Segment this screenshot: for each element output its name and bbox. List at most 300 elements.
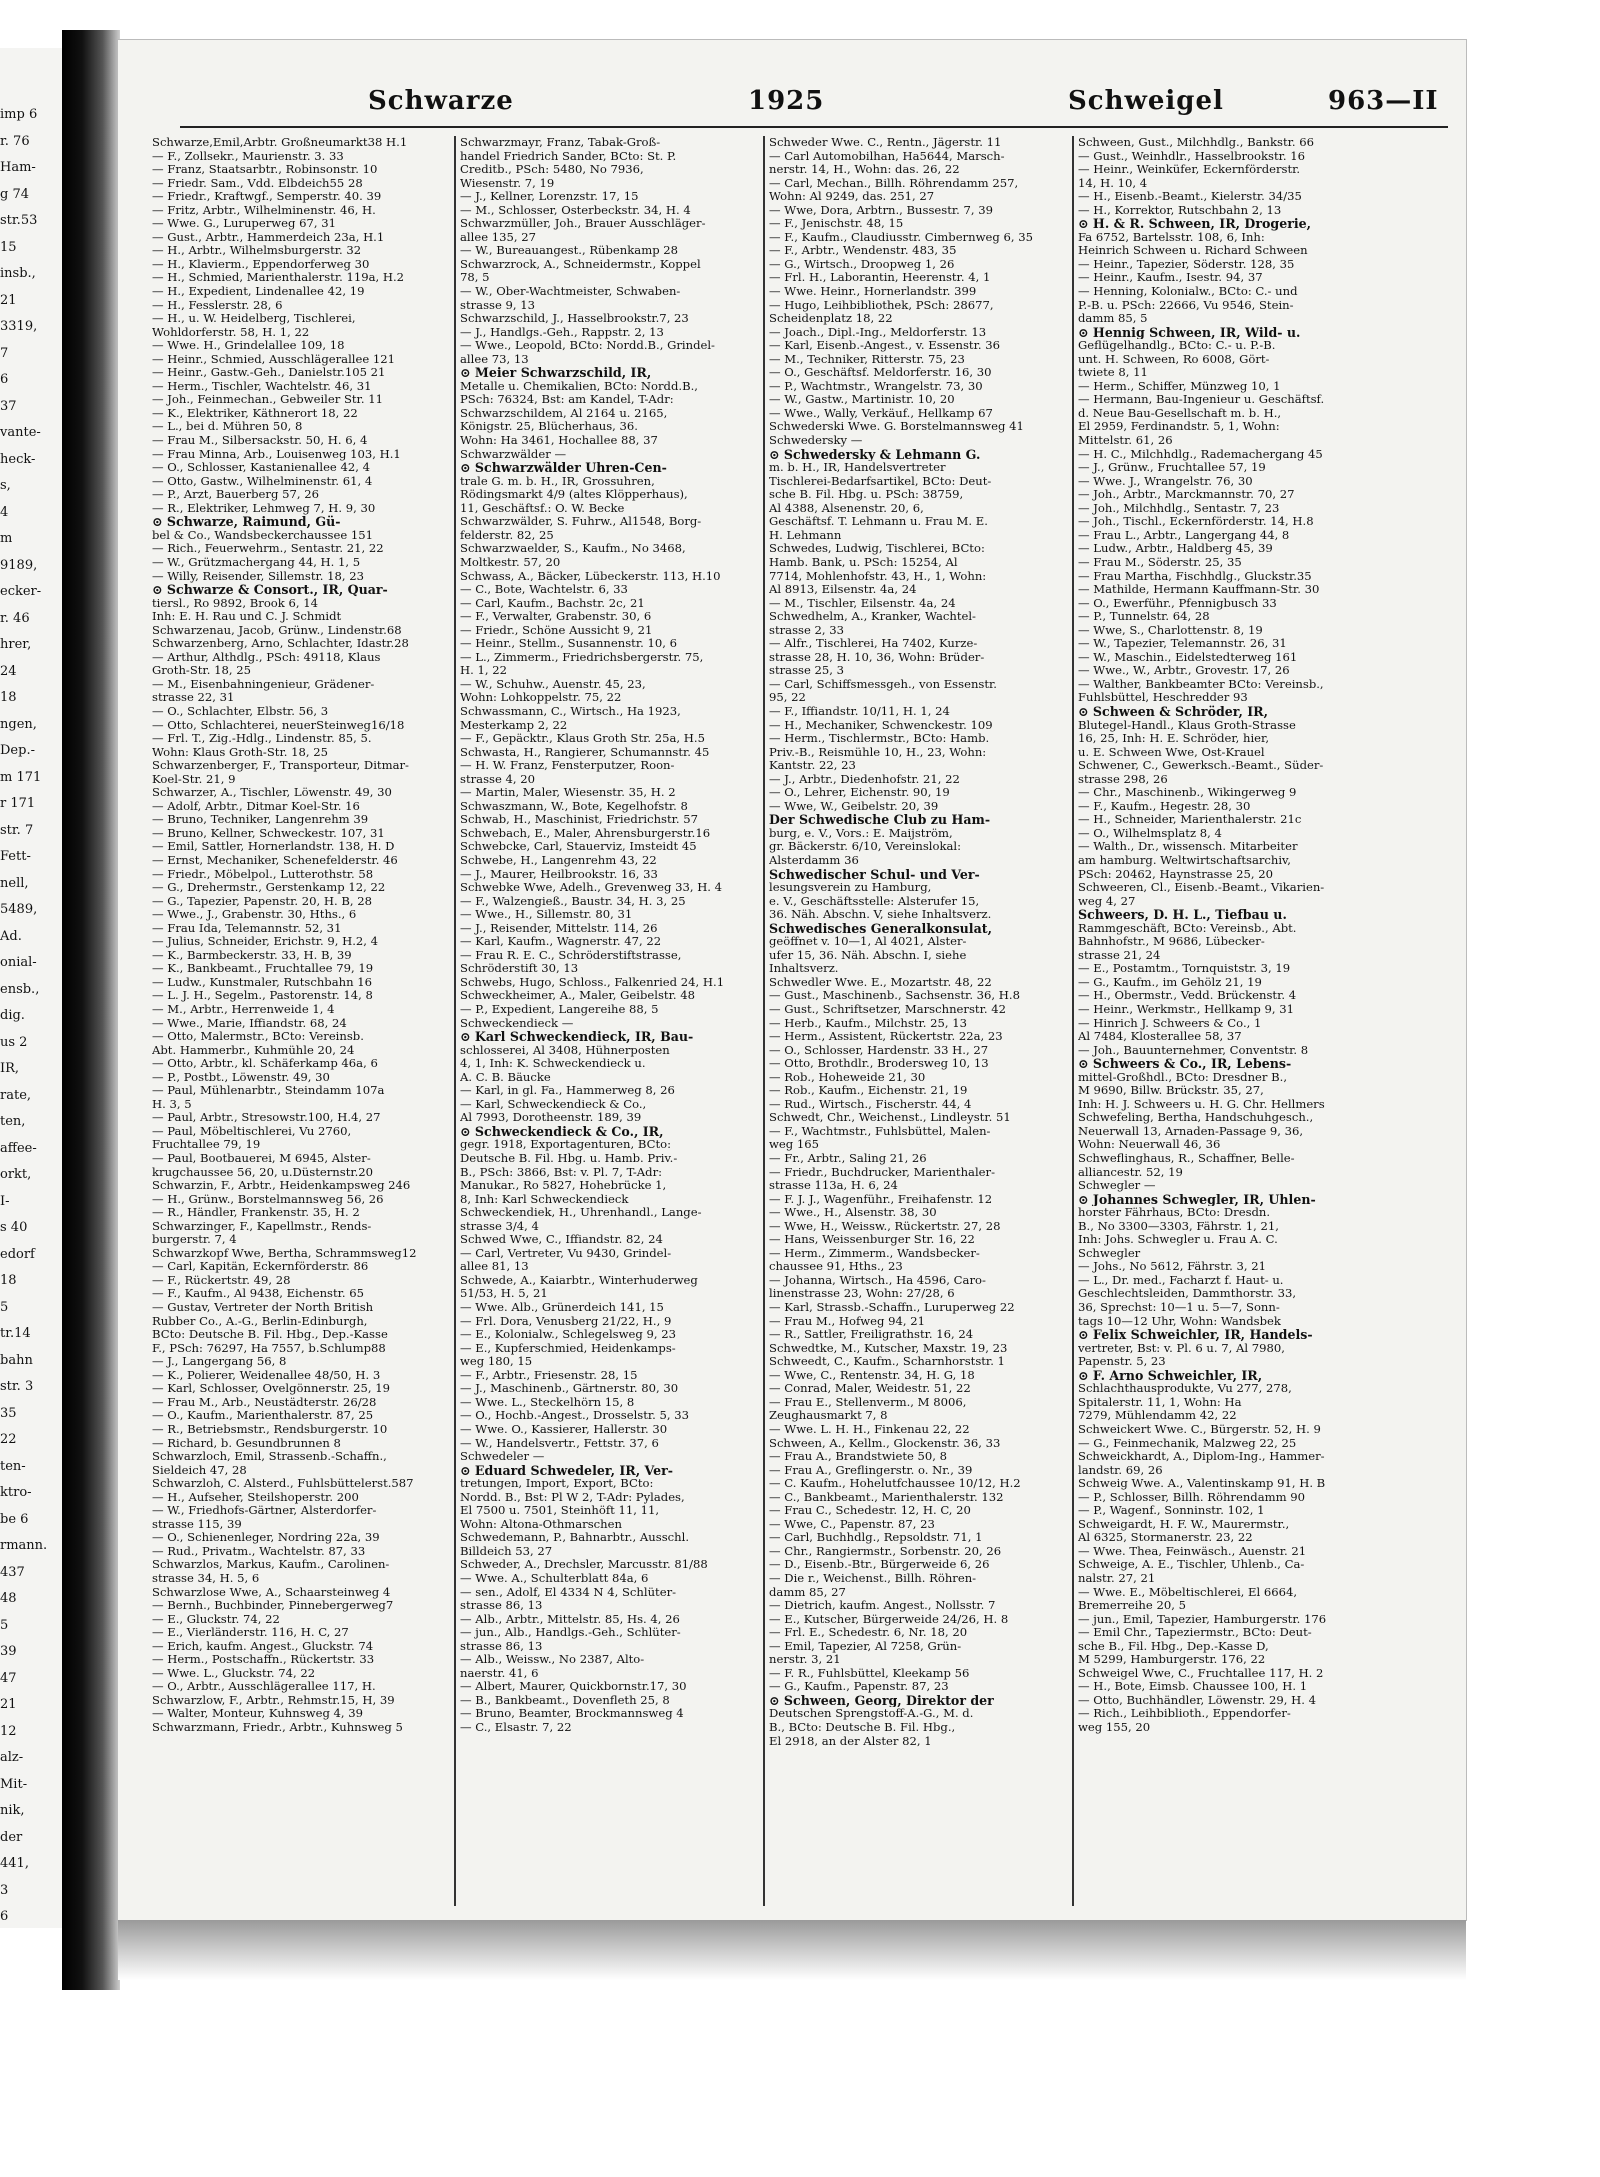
- directory-entry: — Rud., Privatm., Wachtelstr. 87, 33: [152, 1544, 366, 1558]
- header-rule: [180, 126, 1448, 128]
- directory-entry: — M., Schlosser, Osterbeckstr. 34, H. 4: [460, 203, 691, 217]
- directory-entry: Schweeren, Cl., Eisenb.-Beamt., Vikarien-: [1078, 881, 1325, 895]
- directory-entry: — Carl, Schiffsmessgeh., von Essenstr.: [769, 677, 997, 691]
- directory-entry: El 2959, Ferdinandstr. 5, 1, Wohn:: [1078, 420, 1280, 434]
- directory-entry: — Wwe., Marie, Iffiandstr. 68, 24: [152, 1016, 347, 1030]
- directory-entry: — Alfr., Tischlerei, Ha 7402, Kurze-: [769, 637, 978, 651]
- previous-page-fragment: 9189,: [0, 557, 38, 573]
- directory-entry: B., BCto: Deutsche B. Fil. Hbg.,: [769, 1720, 956, 1734]
- directory-entry: — H., Arbtr., Wilhelmsburgerstr. 32: [152, 244, 362, 258]
- directory-entry: Schwass, A., Bäcker, Lübeckerstr. 113, H.10: [460, 569, 721, 583]
- directory-entry: strasse 9, 13: [460, 298, 536, 312]
- directory-entry: — Otto, Buchhändler, Löwenstr. 29, H. 4: [1078, 1693, 1317, 1707]
- directory-entry: mittel-Großhdl., BCto: Dresdner B.,: [1078, 1070, 1288, 1084]
- directory-entry: — F. R., Fuhlsbüttel, Kleekamp 56: [769, 1666, 970, 1680]
- directory-entry: Mittelstr. 61, 26: [1078, 434, 1173, 448]
- directory-entry: Schwarzenberg, Arno, Schlachter, Idastr.28: [152, 637, 409, 651]
- previous-page-fragment: hrer,: [0, 637, 32, 652]
- directory-entry: — Friedr., Buchdrucker, Marienthaler-: [769, 1165, 996, 1179]
- directory-entry: — Otto, Brothdlr., Brodersweg 10, 13: [769, 1057, 989, 1071]
- directory-entry: — H., u. W. Heidelberg, Tischlerei,: [152, 312, 356, 326]
- directory-entry: — Frau E., Stellenverm., M 8006,: [769, 1395, 967, 1409]
- directory-entry: — Emil Chr., Tapeziermstr., BCto: Deut-: [1078, 1626, 1312, 1640]
- previous-page-fragment: ngen,: [0, 716, 37, 732]
- directory-entry: — Wwe. Alb., Grünerdeich 141, 15: [460, 1301, 664, 1315]
- directory-entry: Abt. Hammerbr., Kuhmühle 20, 24: [152, 1043, 355, 1057]
- directory-entry: Schwarzwälder, S. Fuhrw., Al1548, Borg-: [460, 515, 702, 529]
- directory-entry: B., PSch: 3866, Bst: v. Pl. 7, T-Adr:: [460, 1165, 663, 1179]
- directory-entry: — O., Schlosser, Hardenstr. 33 H., 27: [769, 1043, 989, 1057]
- directory-entry: — F., Kaufm., Al 9438, Eichenstr. 65: [152, 1287, 365, 1301]
- directory-entry: Königstr. 25, Blücherhaus, 36.: [460, 420, 638, 434]
- directory-entry: lesungsverein zu Hamburg,: [769, 881, 932, 895]
- previous-page-fragment: vante-: [0, 425, 41, 440]
- previous-page-fragment: str. 7: [0, 822, 34, 838]
- directory-entry: Rammgeschäft, BCto: Vereinsb., Abt.: [1078, 921, 1297, 935]
- directory-entry: — Karl, Strassb.-Schaffn., Luruperweg 22: [769, 1301, 1015, 1315]
- directory-entry: Schwarzinger, F., Kapellmstr., Rends-: [152, 1219, 372, 1233]
- directory-entry: — Chr., Rangiermstr., Sorbenstr. 20, 26: [769, 1544, 1002, 1558]
- directory-entry: Schweedt, C., Kaufm., Scharnhorststr. 1: [769, 1355, 1005, 1369]
- directory-entry: am hamburg. Weltwirtschaftsarchiv,: [1078, 853, 1291, 867]
- directory-entry: — F., Arbtr., Wendenstr. 483, 35: [769, 244, 957, 258]
- directory-entry: — Albert, Maurer, Quickbornstr.17, 30: [460, 1680, 687, 1694]
- previous-page-fragment: str.53: [0, 213, 38, 228]
- directory-entry: 36, Sprechst: 10—1 u. 5—7, Sonn-: [1078, 1301, 1280, 1315]
- directory-entry: — Karl, Schlosser, Ovelgönnerstr. 25, 19: [152, 1382, 390, 1396]
- directory-entry: Deutsche B. Fil. Hbg. u. Hamb. Priv.-: [460, 1152, 678, 1166]
- page-header: [188, 86, 1439, 116]
- previous-page-fragment: str. 3: [0, 1379, 34, 1394]
- directory-entry: — Herm., Assistent, Rückertstr. 22a, 23: [769, 1030, 1003, 1044]
- directory-entry: — Herm., Postschaffn., Rückertstr. 33: [152, 1653, 375, 1667]
- directory-entry: — Herm., Tischlermstr., BCto: Hamb.: [769, 732, 990, 746]
- directory-entry: Rödingsmarkt 4/9 (altes Klöpperhaus),: [460, 488, 688, 502]
- directory-entry: — Carl, Mechan., Billh. Röhrendamm 257,: [769, 176, 1019, 190]
- directory-entry: — Heinr., Kaufm., Isestr. 94, 37: [1078, 271, 1263, 285]
- directory-entry: — Gust., Weinhdlr., Hasselbrookstr. 16: [1078, 149, 1306, 163]
- directory-entry: — K., Barmbeckerstr. 33, H. B, 39: [152, 948, 352, 962]
- previous-page-fragment: s,: [0, 478, 11, 493]
- directory-entry: — R., Betriebsmstr., Rendsburgerstr. 10: [152, 1422, 388, 1436]
- directory-entry: Groth-Str. 18, 25: [152, 664, 251, 678]
- directory-entry: — Frau Ida, Telemannstr. 52, 31: [152, 921, 342, 935]
- directory-entry: allee 73, 13: [460, 352, 529, 366]
- directory-entry: 14, H. 10, 4: [1078, 176, 1148, 190]
- previous-page-fragment: be 6: [0, 1511, 29, 1527]
- directory-entry: strasse 86, 13: [460, 1639, 543, 1653]
- directory-entry: — P., Wagenf., Sonninstr. 102, 1: [1078, 1504, 1265, 1518]
- directory-entry: nalstr. 27, 21: [1078, 1571, 1156, 1585]
- previous-page-fragment: 5489,: [0, 902, 38, 917]
- directory-entry-highlight: ⊙ Felix Schweichler, IR, Handels-: [1078, 1328, 1313, 1342]
- directory-entry: — Adolf, Arbtr., Ditmar Koel-Str. 16: [152, 799, 360, 813]
- directory-entry: — Die r., Weichenst., Billh. Röhren-: [769, 1571, 977, 1585]
- directory-entry: Schwebke Wwe, Adelh., Grevenweg 33, H. 4: [460, 881, 723, 895]
- directory-entry-highlight: Der Schwedische Club zu Ham-: [769, 813, 991, 827]
- directory-entry: — F., Iffiandstr. 10/11, H. 1, 24: [769, 704, 950, 718]
- directory-entry: Schwarzwaelder, S., Kaufm., No 3468,: [460, 542, 686, 556]
- directory-entry: Sieldeich 47, 28: [152, 1463, 247, 1477]
- previous-page-fragment: m 171: [0, 769, 42, 785]
- directory-entry: Fuhlsbüttel, Heschredder 93: [1078, 691, 1248, 705]
- directory-entry: PSch: 76324, Bst: am Kandel, T-Adr:: [460, 393, 674, 407]
- directory-entry: bel & Co., Wandsbeckerchaussee 151: [152, 528, 374, 542]
- directory-entry: strasse 22, 31: [152, 691, 235, 705]
- directory-entry: — J., Arbtr., Diedenhofstr. 21, 22: [769, 772, 960, 786]
- directory-entry: — Heinr., Weinküfer, Eckernförderstr.: [1078, 163, 1301, 177]
- directory-entry: 51/53, H. 5, 21: [460, 1287, 548, 1301]
- previous-page-fragment: 18: [0, 690, 17, 705]
- directory-entry: — H., Expedient, Lindenallee 42, 19: [152, 285, 365, 299]
- directory-entry: Schwab, H., Maschinist, Friedrichstr. 57: [460, 813, 699, 827]
- directory-entry: — jun., Alb., Handlgs.-Geh., Schlüter-: [460, 1626, 681, 1640]
- directory-entry: weg 155, 20: [1078, 1720, 1151, 1734]
- directory-entry: Schwarzenberger, F., Transporteur, Ditmar-: [152, 759, 409, 773]
- directory-entry: gegr. 1918, Exportagenturen, BCto:: [460, 1138, 672, 1152]
- directory-entry: — C., Bankbeamt., Marienthalerstr. 132: [769, 1490, 1004, 1504]
- directory-entry: — Alb., Arbtr., Mittelstr. 85, Hs. 4, 26: [460, 1612, 680, 1626]
- previous-page-fragment: bahn: [0, 1352, 33, 1368]
- directory-entry: Fruchtallee 79, 19: [152, 1138, 261, 1152]
- directory-entry: — Wwe., H., Sillemstr. 80, 31: [460, 908, 633, 922]
- directory-entry: — Wwe, S., Charlottenstr. 8, 19: [1078, 623, 1263, 637]
- directory-entry: — Conrad, Maler, Weidestr. 51, 22: [769, 1382, 971, 1396]
- directory-entry: weg 4, 27: [1078, 894, 1136, 908]
- directory-entry: Schweigardt, H. F. W., Maurermstr.,: [1078, 1517, 1290, 1531]
- directory-entry: — Otto, Gastw., Wilhelminenstr. 61, 4: [152, 474, 373, 488]
- directory-entry: — W., Bureauangest., Rübenkamp 28: [460, 244, 679, 258]
- directory-entry: — Wwe. E., Möbeltischlerei, El 6664,: [1078, 1585, 1298, 1599]
- directory-entry: — Herm., Zimmerm., Wandsbecker-: [769, 1246, 980, 1260]
- directory-entry: — Friedr., Schöne Aussicht 9, 21: [460, 623, 653, 637]
- directory-entry: — M., Tischler, Eilsenstr. 4a, 24: [769, 596, 956, 610]
- directory-entry: nerstr. 14, H., Wohn: das. 26, 22: [769, 163, 960, 177]
- previous-page-fragment: r. 76: [0, 133, 30, 149]
- directory-entry-highlight: ⊙ Schweckendieck & Co., IR,: [460, 1124, 664, 1139]
- directory-entry: Metalle u. Chemikalien, BCto: Nordd.B.,: [460, 379, 698, 393]
- page-number: 963—II: [1328, 86, 1439, 116]
- directory-entry: — P., Wachtmstr., Wrangelstr. 73, 30: [769, 379, 983, 393]
- directory-entry: — K., Elektriker, Käthnerort 18, 22: [152, 406, 358, 420]
- directory-entry: — Rob., Kaufm., Eichenstr. 21, 19: [769, 1084, 968, 1098]
- previous-page-fragment: 35: [0, 1405, 17, 1421]
- directory-entry: — C., Bote, Wachtelstr. 6, 33: [460, 583, 628, 597]
- directory-entry: — Karl, in gl. Fa., Hammerweg 8, 26: [460, 1084, 675, 1098]
- directory-entry: — L., Dr. med., Facharzt f. Haut- u.: [1078, 1273, 1284, 1287]
- directory-entry: — O., Wilhelmsplatz 8, 4: [1078, 826, 1222, 840]
- directory-entry: — Johanna, Wirtsch., Ha 4596, Caro-: [769, 1273, 986, 1287]
- directory-entry: — Dietrich, kaufm. Angest., Nollsstr. 7: [769, 1599, 996, 1613]
- directory-entry: — H. C., Milchhdlg., Rademachergang 45: [1078, 447, 1323, 461]
- directory-entry: Wohn: Ha 3461, Hochallee 88, 37: [460, 434, 658, 448]
- directory-entry: — F., Verwalter, Grabenstr. 30, 6: [460, 610, 652, 624]
- previous-page-fragment: Mit-: [0, 1776, 28, 1792]
- directory-entry: — Herm., Schiffer, Münzweg 10, 1: [1078, 379, 1281, 393]
- directory-entry: — M., Eisenbahningenieur, Grädener-: [152, 677, 375, 691]
- previous-page-fragment: edorf: [0, 1246, 35, 1262]
- directory-entry: — W., Grützmachergang 44, H. 1, 5: [152, 555, 361, 569]
- directory-entry: 11, Geschäftsf.: O. W. Becke: [460, 501, 625, 515]
- directory-entry: Schwedes, Ludwig, Tischlerei, BCto:: [769, 542, 985, 556]
- directory-entry: Schwassmann, C., Wirtsch., Ha 1923,: [460, 704, 681, 718]
- directory-entry: — Otto, Arbtr., kl. Schäferkamp 46a, 6: [152, 1057, 378, 1071]
- directory-entry: Bremerreihe 20, 5: [1078, 1599, 1186, 1613]
- previous-page-fragment: r 171: [0, 796, 36, 811]
- directory-entry: — Wwe, H., Weissw., Rückertstr. 27, 28: [769, 1219, 1001, 1233]
- directory-entry: — Paul, Mühlenarbtr., Steindamm 107a: [152, 1084, 385, 1098]
- directory-entry: Schweig Wwe. A., Valentinskamp 91, H. B: [1078, 1477, 1326, 1491]
- directory-entry: burgerstr. 7, 4: [152, 1233, 237, 1247]
- directory-entry: — F., Walzengieß., Baustr. 34, H. 3, 25: [460, 894, 686, 908]
- directory-entry: Schwedtke, M., Kutscher, Maxstr. 19, 23: [769, 1341, 1008, 1355]
- directory-entry: — O., Kaufm., Marienthalerstr. 87, 25: [152, 1409, 374, 1423]
- directory-entry: — Karl, Schweckendieck & Co.,: [460, 1097, 647, 1111]
- directory-entry: — Frau A., Brandstwiete 50, 8: [769, 1450, 948, 1464]
- directory-entry: El 2918, an der Alster 82, 1: [769, 1734, 932, 1748]
- directory-entry: — F. J. J., Wagenführ., Freihafenstr. 12: [769, 1192, 993, 1206]
- directory-entry: — Rich., Leihbiblioth., Eppendorfer-: [1078, 1707, 1291, 1721]
- directory-entry: — Henning, Kolonialw., BCto: C.- und: [1078, 285, 1298, 299]
- previous-page-fragment: 18: [0, 1273, 17, 1288]
- column-4: [1078, 136, 1375, 1906]
- directory-entry: strasse 4, 20: [460, 772, 536, 786]
- directory-entry: — Wwe. H., Grindelallee 109, 18: [152, 339, 345, 353]
- directory-entry: m. b. H., IR, Handelsvertreter: [769, 461, 946, 475]
- directory-entry: — H., Korrektor, Rutschbahn 2, 13: [1078, 203, 1282, 217]
- book-gutter-shadow: [62, 30, 120, 1990]
- directory-entry: — Willy, Reisender, Sillemstr. 18, 23: [152, 569, 365, 583]
- directory-entry: Schweickhardt, A., Diplom-Ing., Hammer-: [1078, 1450, 1325, 1464]
- directory-entry: M 5299, Hamburgerstr. 176, 22: [1078, 1653, 1266, 1667]
- previous-page-fragment: 3: [0, 1882, 9, 1898]
- previous-page-fragment: 12: [0, 1723, 17, 1739]
- directory-entry: — Gust., Arbtr., Hammerdeich 23a, H.1: [152, 230, 385, 244]
- directory-entry: — Julius, Schneider, Erichstr. 9, H.2, 4: [152, 935, 379, 949]
- directory-entry: tretungen, Import, Export, BCto:: [460, 1477, 654, 1491]
- previous-page-fragment: 37: [0, 398, 17, 414]
- previous-page-fragment: nik,: [0, 1803, 25, 1818]
- directory-entry: — jun., Emil, Tapezier, Hamburgerstr. 176: [1078, 1612, 1327, 1626]
- directory-entry: — Joh., Tischl., Eckernförderstr. 14, H.8: [1078, 515, 1314, 529]
- directory-entry: horster Fährhaus, BCto: Dresdn.: [1078, 1206, 1271, 1220]
- directory-entry: F., PSch: 76297, Ha 7557, b.Schlump88: [152, 1341, 386, 1355]
- directory-entry: — Frau M., Arb., Neustädterstr. 26/28: [152, 1395, 377, 1409]
- directory-entry: Wiesenstr. 7, 19: [460, 176, 555, 190]
- directory-entry-highlight: Schwedisches Generalkonsulat,: [769, 921, 992, 936]
- directory-entry-highlight: ⊙ Johannes Schwegler, IR, Uhlen-: [1078, 1192, 1316, 1207]
- directory-entry: Schwegler: [1078, 1246, 1141, 1260]
- directory-entry: — Wwe., Wally, Verkäuf., Hellkamp 67: [769, 406, 993, 420]
- directory-entry: — Wwe. L., Gluckstr. 74, 22: [152, 1666, 316, 1680]
- directory-entry: — G., Drehermstr., Gerstenkamp 12, 22: [152, 881, 386, 895]
- directory-entry: Inh: Johs. Schwegler u. Frau A. C.: [1078, 1233, 1278, 1247]
- directory-entry: Moltkestr. 57, 20: [460, 555, 561, 569]
- directory-entry: — E., Kolonialw., Schlegelsweg 9, 23: [460, 1328, 677, 1342]
- directory-entry: B., No 3300—3303, Fährstr. 1, 21,: [1078, 1219, 1279, 1233]
- directory-entry: Fa 6752, Bartelsstr. 108, 6, Inh:: [1078, 230, 1265, 244]
- directory-entry: — O., Schlachter, Elbstr. 56, 3: [152, 704, 329, 718]
- directory-entry: — M., Techniker, Ritterstr. 75, 23: [769, 352, 965, 366]
- previous-page-fragment: 6: [0, 1909, 9, 1924]
- directory-entry: — Otto, Schlachterei, neuerSteinweg16/18: [152, 718, 405, 732]
- directory-entry: — C. Kaufm., Hohelutfchaussee 10/12, H.2: [769, 1477, 1021, 1491]
- directory-entry: Geschäftsf. T. Lehmann u. Frau M. E.: [769, 515, 988, 529]
- previous-page-fragment: r. 46: [0, 610, 30, 626]
- directory-entry: — Friedr. Sam., Vdd. Elbdeich55 28: [152, 176, 363, 190]
- previous-page-fragment: insb.,: [0, 266, 36, 281]
- directory-entry: — Ludw., Kunstmaler, Rutschbahn 16: [152, 975, 373, 989]
- directory-entry: — Paul, Bootbauerei, M 6945, Alster-: [152, 1152, 371, 1166]
- directory-entry: Deutschen Sprengstoff-A.-G., M. d.: [769, 1707, 974, 1721]
- directory-entry: — Frau R. E. C., Schröderstiftstrasse,: [460, 948, 682, 962]
- directory-entry: strasse 115, 39: [152, 1517, 242, 1531]
- directory-entry: Schwarzloch, Emil, Strassenb.-Schaffn.,: [152, 1450, 387, 1464]
- directory-entry: Schweckendieck —: [460, 1016, 574, 1030]
- directory-entry: — Wwe., W., Arbtr., Grovestr. 17, 26: [1078, 664, 1290, 678]
- directory-entry: Wohn: Klaus Groth-Str. 18, 25: [152, 745, 328, 759]
- directory-entry: Schwaszmann, W., Bote, Kegelhofstr. 8: [460, 799, 688, 813]
- directory-entry: — L., bei d. Mühren 50, 8: [152, 420, 303, 434]
- directory-entry: tiersl., Ro 9892, Brook 6, 14: [152, 596, 318, 610]
- directory-entry: Zeughausmarkt 7, 8: [769, 1409, 888, 1423]
- directory-entry: — Herb., Kaufm., Milchstr. 25, 13: [769, 1016, 968, 1030]
- directory-entry: — H., Mechaniker, Schwenckestr. 109: [769, 718, 993, 732]
- directory-entry: geöffnet v. 10—1, Al 4021, Alster-: [769, 935, 967, 949]
- previous-page-fragment: imp 6: [0, 107, 38, 122]
- directory-entry: — Joach., Dipl.-Ing., Meldorferstr. 13: [769, 325, 987, 339]
- directory-entry: H. 3, 5: [152, 1097, 192, 1111]
- directory-entry: ufer 15, 36. Näh. Abschn. I, siehe: [769, 948, 967, 962]
- directory-entry: Inh: H. J. Schweers u. H. G. Chr. Hellmers: [1078, 1097, 1325, 1111]
- previous-page-fragment: rate,: [0, 1087, 32, 1103]
- directory-entry: — Gustav, Vertreter der North British: [152, 1301, 374, 1315]
- directory-entry: — W., Tapezier, Telemannstr. 26, 31: [1078, 637, 1287, 651]
- previous-page-fragment: ten-: [0, 1458, 26, 1474]
- directory-entry: Inhaltsverz.: [769, 962, 839, 976]
- directory-entry: Schwarzer, A., Tischler, Löwenstr. 49, 30: [152, 786, 392, 800]
- directory-entry: 95, 22: [769, 691, 806, 705]
- directory-entry: — Frau C., Schedestr. 12, H. C, 20: [769, 1504, 971, 1518]
- directory-entry: Schwederski Wwe. G. Borstelmannsweg 41: [769, 420, 1024, 434]
- previous-page-fragment: 22: [0, 1432, 17, 1447]
- directory-entry: Schwarze,Emil,Arbtr. Großneumarkt38 H.1: [152, 136, 408, 149]
- directory-entry: Schwarzin, F., Arbtr., Heidenkampsweg 246: [152, 1179, 411, 1193]
- directory-entry: landstr. 69, 26: [1078, 1463, 1163, 1477]
- previous-page-fragment: 47: [0, 1670, 17, 1686]
- directory-entry: Kantstr. 22, 23: [769, 759, 856, 773]
- directory-entry: — Walth., Dr., wissensch. Mitarbeiter: [1078, 840, 1298, 854]
- directory-entry: Creditb., PSch: 5480, No 7936,: [460, 163, 644, 177]
- previous-page-fragment: ktro-: [0, 1485, 32, 1500]
- directory-entry: naerstr. 41, 6: [460, 1666, 539, 1680]
- directory-entry: — W., Schuhw., Auenstr. 45, 23,: [460, 677, 646, 691]
- previous-page-fragment: 5: [0, 1617, 9, 1633]
- directory-entry: — Frau Minna, Arb., Louisenweg 103, H.1: [152, 447, 401, 461]
- directory-entry: strasse 25, 3: [769, 664, 845, 678]
- previous-page-fragment: Ham-: [0, 160, 36, 175]
- previous-page-fragment: 437: [0, 1564, 25, 1580]
- directory-entry: Wohn: Neuerwall 46, 36: [1078, 1138, 1221, 1152]
- directory-entry: — Gust., Maschinenb., Sachsenstr. 36, H.8: [769, 989, 1020, 1003]
- directory-entry: Schwarzschildem, Al 2164 u. 2165,: [460, 406, 668, 420]
- directory-entry: — J., Reisender, Mittelstr. 114, 26: [460, 921, 658, 935]
- directory-entry: strasse 113a, H. 6, 24: [769, 1179, 898, 1193]
- directory-entry: sche B., Fil. Hbg., Dep.-Kasse D,: [1078, 1639, 1269, 1653]
- directory-entry: Heinrich Schween u. Richard Schween: [1078, 244, 1308, 258]
- directory-entry: — F., Wachtmstr., Fuhlsbüttel, Malen-: [769, 1124, 991, 1138]
- directory-entry: — Alb., Weissw., No 2387, Alto-: [460, 1653, 645, 1667]
- previous-page-fragment: affee-: [0, 1140, 37, 1156]
- directory-entry: 16, 25, Inh: H. E. Schröder, hier,: [1078, 732, 1270, 746]
- directory-entry: strasse 298, 26: [1078, 772, 1168, 786]
- directory-entry: 36. Näh. Abschn. V, siehe Inhaltsverz.: [769, 908, 992, 922]
- directory-entry: Schweige, A. E., Tischler, Uhlenb., Ca-: [1078, 1558, 1305, 1572]
- directory-entry: Geschlechtsleiden, Dammthorstr. 33,: [1078, 1287, 1297, 1301]
- directory-entry: Spitalerstr. 11, 1, Wohn: Ha: [1078, 1395, 1242, 1409]
- directory-entry: Al 8913, Eilsenstr. 4a, 24: [769, 583, 917, 597]
- directory-entry: — H. W. Franz, Fensterputzer, Roon-: [460, 759, 675, 773]
- directory-entry: — H., Klavierm., Eppendorferweg 30: [152, 257, 370, 271]
- directory-entry: Schwedt, Chr., Weichenst., Lindleystr. 51: [769, 1111, 1011, 1125]
- directory-entry-highlight: ⊙ Schweers & Co., IR, Lebens-: [1078, 1057, 1292, 1071]
- directory-entry: — O., Arbtr., Ausschlägerallee 117, H.: [152, 1680, 376, 1694]
- directory-entry-highlight: ⊙ Karl Schweckendieck, IR, Bau-: [460, 1030, 694, 1044]
- previous-page-fragment: g 74: [0, 186, 29, 202]
- previous-page-fragment: Dep.-: [0, 743, 35, 758]
- directory-entry: Al 6325, Stormanerstr. 23, 22: [1078, 1531, 1253, 1545]
- directory-entry: — Franz, Staatsarbtr., Robinsonstr. 10: [152, 163, 378, 177]
- directory-entry: — Wwe., J., Grabenstr. 30, Hths., 6: [152, 908, 357, 922]
- previous-page-fragment: nell,: [0, 875, 29, 891]
- directory-entry: — R., Elektriker, Lehmweg 7, H. 9, 30: [152, 501, 376, 515]
- directory-entry: Schwarzmüller, Joh., Brauer Ausschläger-: [460, 217, 706, 231]
- previous-page-fragment: 6: [0, 372, 9, 387]
- directory-entry: — G., Tapezier, Papenstr. 20, H. B, 28: [152, 894, 372, 908]
- previous-page-fragment: rmann.: [0, 1538, 48, 1553]
- previous-page-fragment: 48: [0, 1591, 17, 1606]
- directory-entry: — Heinr., Stellm., Susannenstr. 10, 6: [460, 637, 677, 651]
- directory-entry-highlight: Schwedischer Schul- und Ver-: [769, 867, 980, 882]
- directory-entry: Schwarzkopf Wwe, Bertha, Schrammsweg12: [152, 1246, 417, 1260]
- directory-entry: Schwedler Wwe. E., Mozartstr. 48, 22: [769, 975, 992, 989]
- page-bottom-shadow: [118, 1920, 1466, 1980]
- directory-entry: — Walther, Bankbeamter BCto: Vereinsb.,: [1078, 677, 1324, 691]
- directory-entry: — R., Händler, Frankenstr. 35, H. 2: [152, 1206, 360, 1220]
- directory-entry: — Carl, Kapitän, Eckernförderstr. 86: [152, 1260, 369, 1274]
- directory-entry: — Hinrich J. Schweers & Co., 1: [1078, 1016, 1262, 1030]
- directory-entry: — K., Polierer, Weidenallee 48/50, H. 3: [152, 1368, 381, 1382]
- previous-page-fragment: 39: [0, 1644, 17, 1659]
- directory-entry: Schwegler —: [1078, 1179, 1156, 1193]
- directory-entry: unt. H. Schween, Ro 6008, Gört-: [1078, 352, 1270, 366]
- directory-entry: — Carl, Buchhdlg., Repsoldstr. 71, 1: [769, 1531, 983, 1545]
- directory-entry: — Joh., Milchhdlg., Sentastr. 7, 23: [1078, 501, 1280, 515]
- directory-entry: — E., Kupferschmied, Heidenkamps-: [460, 1341, 676, 1355]
- directory-entry: — Wwe. O., Kassierer, Hallerstr. 30: [460, 1422, 668, 1436]
- directory-entry: 78, 5: [460, 271, 490, 285]
- directory-entry: — Martin, Maler, Wiesenstr. 35, H. 2: [460, 786, 676, 800]
- header-left-keyword: Schwarze: [368, 86, 514, 116]
- directory-entry: — G., Feinmechanik, Malzweg 22, 25: [1078, 1436, 1297, 1450]
- directory-entry: Geflügelhandlg., BCto: C.- u. P.-B.: [1078, 339, 1276, 353]
- directory-entry: d. Neue Bau-Gesellschaft m. b. H.,: [1078, 406, 1282, 420]
- directory-entry: — W., Ober-Wachtmeister, Schwaben-: [460, 285, 681, 299]
- directory-entry: Billdeich 53, 27: [460, 1544, 553, 1558]
- directory-entry: — E., Vierländerstr. 116, H. C, 27: [152, 1626, 349, 1640]
- directory-entry: — Frau M., Silbersackstr. 50, H. 6, 4: [152, 434, 368, 448]
- directory-entry: — F., Kaufm., Hegestr. 28, 30: [1078, 799, 1251, 813]
